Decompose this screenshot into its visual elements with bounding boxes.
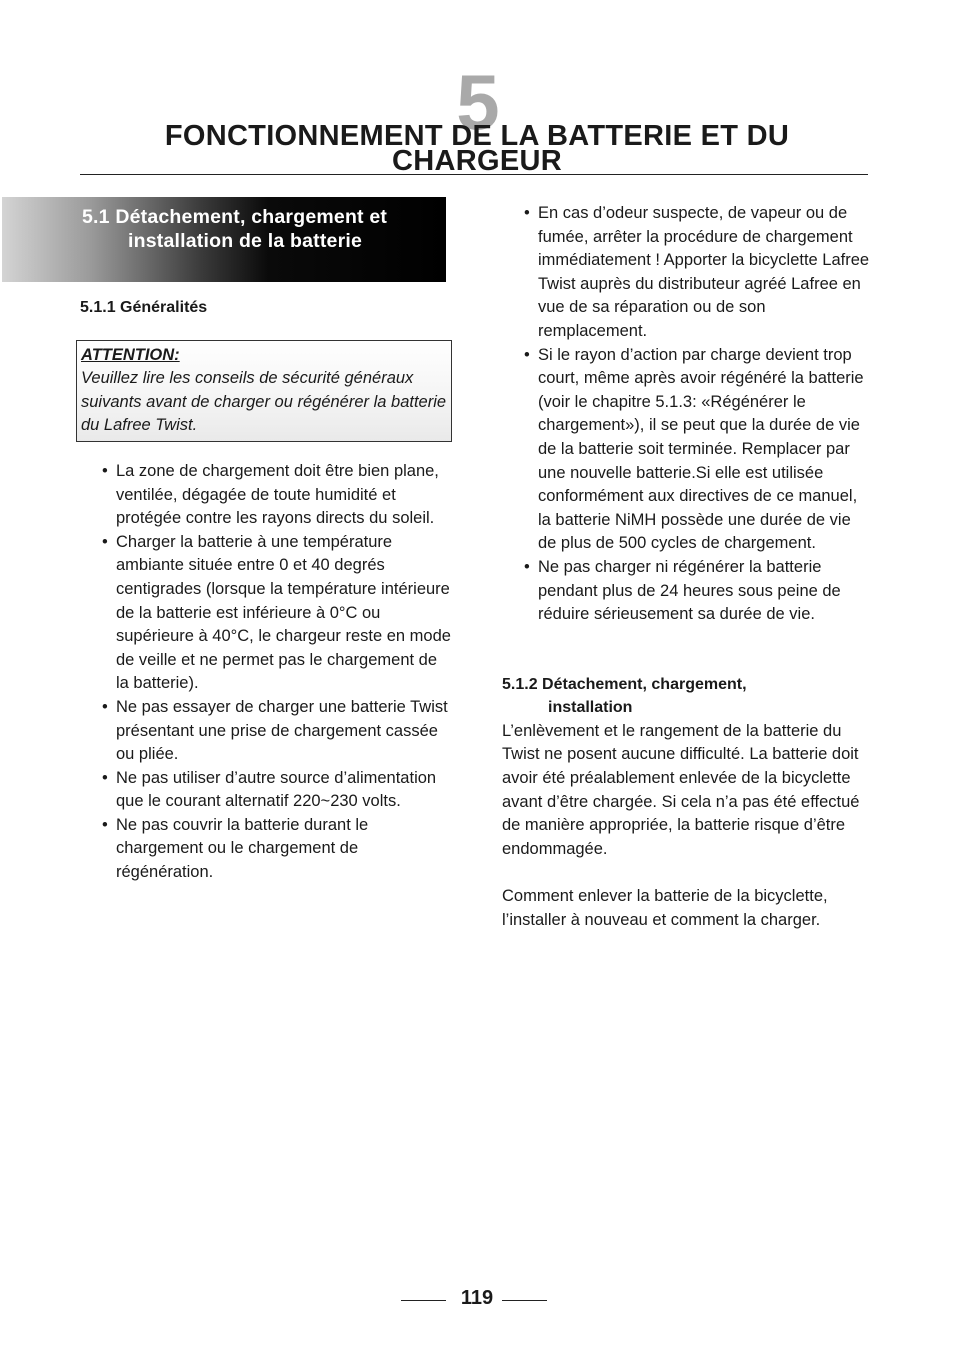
- section-banner: [2, 197, 446, 282]
- section-title: 5.1 Détachement, chargement et installation de la batterie: [82, 206, 388, 252]
- attention-label: ATTENTION:: [81, 345, 180, 364]
- chapter-title: [100, 120, 854, 177]
- subheading-line1: 5.1.2 Détachement, chargement,: [502, 675, 747, 693]
- left-column: [80, 296, 452, 885]
- page-number: 119: [460, 1287, 494, 1309]
- subheading-line2: installation: [548, 699, 633, 717]
- attention-text: Veuillez lire les conseils de sécurité généraux suivants avant de charger ou régénérer la batterie du Lafree Twist.: [81, 369, 447, 435]
- safety-list-left: [80, 460, 452, 885]
- right-column: [502, 202, 872, 932]
- attention-box: [76, 340, 452, 442]
- list-item: • Ne pas essayer de charger une batterie Twist présentant une prise de chargement cassée ou pliée.: [80, 696, 452, 767]
- title-divider: [80, 174, 868, 175]
- chapter-title-line2: CHARGEUR: [392, 145, 562, 177]
- footer-rule-right: [502, 1300, 547, 1301]
- list-item: • En cas d’odeur suspecte, de vapeur ou de fumée, arrêter la procédure de chargement immédiatement ! Apporter la bicyclette Lafree Twist auprès du distributeur agréé Lafree en vue de sa réparation ou de son remplacement.: [502, 202, 872, 344]
- list-item: • Ne pas utiliser d’autre source d’alimentation que le courant alternatif 220~230 volts.: [80, 767, 452, 814]
- subheading-generalites: 5.1.1 Généralités: [80, 299, 208, 316]
- paragraph-removal: L’enlèvement et le rangement de la batterie du Twist ne posent aucune difficulté. La batterie doit avoir été préalablement enlevée de la bicyclette avant d’être chargée. Si cela n’a pas été effectué de manière appropriée, la batterie risque d’être endommagée.: [502, 721, 860, 858]
- chapter-number: 5: [456, 58, 498, 146]
- list-item: • Ne pas charger ni régénérer la batterie pendant plus de 24 heures sous peine de réduire sérieusement sa durée de vie.: [502, 556, 872, 627]
- chapter-title-line1: FONCTIONNEMENT DE LA BATTERIE ET DU: [164, 120, 790, 152]
- list-item: • Charger la batterie à une température ambiante située entre 0 et 40 degrés centigrades (lorsque la température intérieure de la batterie est inférieure à 0°C ou supérieure à 40°C, le chargeur reste en mode de veille et ne permet pas le chargement de la batterie).: [80, 531, 452, 696]
- list-item: • La zone de chargement doit être bien plane, ventilée, dégagée de toute humidité et protégée contre les rayons directs du soleil.: [80, 460, 452, 531]
- subheading-detachement: [502, 673, 872, 720]
- list-item: • Ne pas couvrir la batterie durant le chargement ou le chargement de régénération.: [80, 814, 452, 885]
- safety-list-right: [502, 202, 872, 627]
- paragraph-instructions: Comment enlever la batterie de la bicyclette, l’installer à nouveau et comment la charger.: [502, 887, 828, 929]
- list-item: • Si le rayon d’action par charge devient trop court, même après avoir régénéré la batterie (voir le chapitre 5.1.3: «Régénérer le chargement»), il se peut que la durée de vie de la batterie soit terminée. Remplacer par une nouvelle batterie.Si elle est utilisée conformément aux directives de ce manuel, la batterie NiMH possède une durée de vie de plus de 500 cycles de chargement.: [502, 344, 872, 556]
